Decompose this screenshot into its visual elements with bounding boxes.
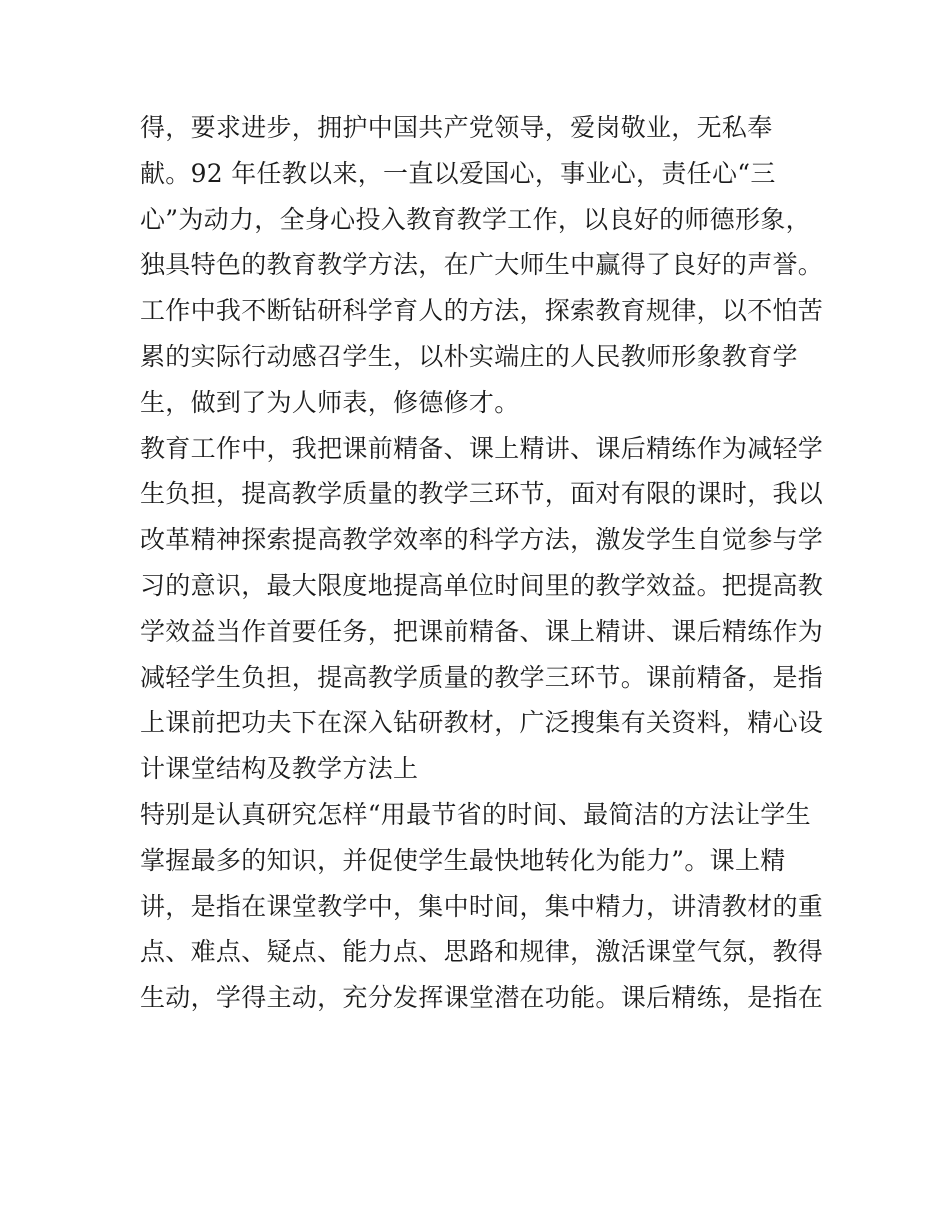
text-line: 特别是认真研究怎样“用最节省的时间、最简洁的方法让学生 — [140, 799, 811, 829]
text-line: 计课堂结构及教学方法上 — [140, 754, 419, 784]
text-line: 得，要求进步，拥护中国共产党领导，爱岗敬业，无私奉 — [140, 113, 773, 142]
text-line: 生负担，提高教学质量的教学三环节，面对有限的课时，我以 — [140, 479, 824, 509]
text-line: 生动，学得主动，充分发挥课堂潜在功能。课后精练，是指在 — [140, 983, 824, 1013]
text-line: 改革精神探索提高教学效率的科学方法，激发学生自觉参与学 — [140, 525, 824, 555]
text-line: 学效益当作首要任务，把课前精备、课上精讲、课后精练作为 — [140, 616, 824, 646]
text-line: 献。92 年任教以来，一直以爱国心，事业心，责任心“三 — [140, 158, 776, 188]
text-line: 心”为动力，全身心投入教育教学工作，以良好的师德形象， — [140, 204, 811, 234]
text-line: 教育工作中，我把课前精备、课上精讲、课后精练作为减轻学 — [140, 433, 824, 463]
text-line: 独具特色的教育教学方法，在广大师生中赢得了良好的声誉。 — [140, 250, 824, 280]
body-text — [140, 105, 840, 1021]
text-line: 掌握最多的知识，并促使学生最快地转化为能力”。课上精 — [140, 845, 786, 875]
text-line: 上课前把功夫下在深入钻研教材，广泛搜集有关资料，精心设 — [140, 708, 824, 738]
text-line: 减轻学生负担，提高教学质量的教学三环节。课前精备，是指 — [140, 662, 824, 692]
text-line: 讲，是指在课堂教学中，集中时间，集中精力，讲清教材的重 — [140, 891, 824, 921]
text-line: 点、难点、疑点、能力点、思路和规律，激活课堂气氛，教得 — [140, 937, 824, 967]
text-line: 习的意识，最大限度地提高单位时间里的教学效益。把提高教 — [140, 570, 824, 600]
text-line: 工作中我不断钻研科学育人的方法，探索教育规律，以不怕苦 — [140, 296, 824, 326]
text-line: 生，做到了为人师表，修德修才。 — [140, 387, 520, 417]
text-line: 累的实际行动感召学生，以朴实端庄的人民教师形象教育学 — [140, 341, 798, 371]
